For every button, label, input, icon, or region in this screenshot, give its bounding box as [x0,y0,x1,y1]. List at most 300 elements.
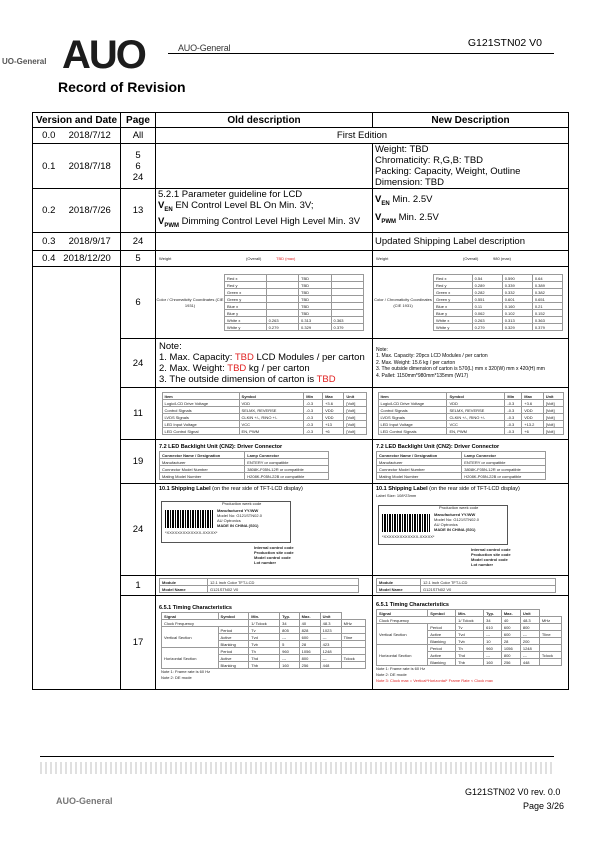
table-cell: Red y [225,282,267,289]
table-cell: Clock Frequency [162,620,249,627]
table-cell [331,282,363,289]
page-cell: All [121,128,156,144]
table-cell: Tclock [341,655,365,662]
table-cell: 0.601 [502,296,532,303]
table-cell: 0.152 [532,310,562,317]
table-cell: Min [505,393,522,400]
table-cell: Item [162,393,239,400]
table-cell: -0.3 [304,400,323,407]
table-cell: 160 [484,659,502,666]
new-cell: Updated Shipping Label description [373,233,569,251]
table-cell: --- [280,634,300,641]
table-cell: 0.379 [331,324,363,331]
table-cell: 0.54 [472,275,502,282]
table-cell: CLKIN +/-, RINO +/- [239,414,304,421]
table-cell: -0.3 [505,407,522,414]
table-cell: Blue x [434,303,473,310]
table-cell: 448 [320,662,341,669]
new-cell [373,484,569,576]
table-cell: 0.332 [502,289,532,296]
table-row [162,393,366,400]
table-cell: 40 [299,620,320,627]
barcode [382,514,430,532]
page-cell: 1 [121,576,156,596]
table-cell: 0.590 [502,275,532,282]
table-cell [266,296,298,303]
table-cell: --- [320,655,341,662]
label-box: Production week code Manufactured YY/WW Model No: G121STN02.0 AU Optronics MADE IN CHINA (S01) *XXXXXXXXXXXXX-XXXXX* [378,505,508,545]
table-cell: Thd [456,652,484,659]
table-cell: 0.379 [532,324,562,331]
table-cell: 0.389 [532,282,562,289]
table-cell: --- [280,655,300,662]
table-cell: VDD [323,407,344,414]
table-cell: 40 [501,617,520,624]
version-cell: 0.3 2018/9/17 [33,233,121,251]
new-cell: 7.2 LED Backlight Unit (CN2): Driver Connector Connector Name / Designation Lamp Connector Manufacturer ENTERY or compatible Connector Model Number 3808K-F05N-12R or compatible Mating Model Number H208K-P05N-22B or compatible [373,440,569,484]
table-cell [331,275,363,282]
table-cell: 1/ Tclock [249,620,280,627]
table-row [162,421,366,428]
table-cell: Tvb [249,641,280,648]
table-cell: Blue y [434,310,473,317]
table-row [33,144,569,189]
table-cell: 0.263 [472,317,502,324]
new-cell [373,388,569,440]
table-cell: Tv [456,624,484,631]
table-cell: Thb [249,662,280,669]
table-cell: -0.3 [505,421,522,428]
table-cell: Max. [299,613,320,620]
table-cell [266,275,298,282]
table-cell: 34 [484,617,502,624]
table-cell: 0.282 [472,289,502,296]
table-row [377,617,562,624]
table-cell: Green x [434,289,473,296]
table-cell: 1248 [320,648,341,655]
table-cell: -0.3 [304,421,323,428]
table-cell: +3.6 [522,400,543,407]
table-cell [539,659,561,666]
page-cell: 24 [121,339,156,388]
version-cell: 0.1 2018/7/18 [33,144,121,189]
table-cell: MHz [341,620,365,627]
table-row [377,645,562,652]
table-cell: VDD [239,400,304,407]
table-cell: LED Input Voltage [378,421,447,428]
table-cell: 1056 [299,648,320,655]
table-cell: 0.102 [502,310,532,317]
table-cell [341,641,365,648]
table-cell [331,310,363,317]
new-cell [373,339,569,388]
new-cell [373,251,569,267]
table-cell: 0.651 [532,296,562,303]
doc-number: G121STN02 V0 [467,37,542,49]
table-cell: -0.3 [505,428,522,435]
table-cell: 960 [484,645,502,652]
old-cell: 5.2.1 Parameter guideline for LCD $V_{EN}$ EN Control Level BL On Min. 3V; $V_{PWM}$ Dimming Control Level High Level Min. 3V [156,189,373,233]
table-cell: --- [520,652,539,659]
table-cell: Logic/LCD Drive Voltage [378,400,447,407]
lvds-table-new [378,392,564,435]
table-cell: Active [218,655,249,662]
new-cell [373,267,569,339]
old-cell [156,144,373,189]
table-cell: Unit [320,613,341,620]
old-cell [156,576,373,596]
table-cell: 28 [501,638,520,645]
table-cell: 610 [484,624,502,631]
table-cell: 256 [299,662,320,669]
table-cell: [Volt] [344,428,366,435]
table-cell: 0.160 [502,303,532,310]
version-cell: 0.4 2018/12/20 [33,251,121,267]
page-cell: 19 [121,440,156,484]
table-cell: LED Control Signals [378,428,447,435]
table-cell: CLKIN +/-, RINO +/- [447,414,505,421]
table-cell [266,289,298,296]
table-cell: Typ. [484,610,502,617]
table-row [434,282,563,289]
old-cell: First Edition [156,128,569,144]
table-cell: 0.329 [502,324,532,331]
table-cell: Unit [520,610,539,617]
packing-note-new: Note: 1. Max. Capacity: 20pcs LCD Modules / per carton 2. Max. Weight: 15.6 kg / per carton 3. The outside dimension of carton is 570(L) mm x 320(W) mm x 420(H) mm 4. Pallet: 1150mm*980mm*135mm (W17) [376,346,545,379]
table-row [225,296,364,303]
header-rule [168,53,554,54]
table-cell: +3.6 [323,400,344,407]
table-cell: 0.382 [532,289,562,296]
old-cell [156,233,373,251]
table-cell: Symbol [428,610,456,617]
table-cell: VDD [522,407,543,414]
packing-note-old: Note: 1. Max. Capacity: TBD LCD Modules / per carton 2. Max. Weight: TBD kg / per carton 3. The outside dimension of carton is TBD [159,341,365,385]
table-cell: Thd [249,655,280,662]
table-cell: Tline [341,634,365,641]
table-cell: Active [218,634,249,641]
table-cell: 0.551 [472,296,502,303]
page-cell: 6 [121,267,156,339]
table-cell: 1/ Tclock [456,617,484,624]
new-cell [373,576,569,596]
table-cell: --- [320,634,341,641]
table-header-row [33,113,569,128]
table-cell: 1023 [320,627,341,634]
table-cell: TBD [299,310,331,317]
table-cell: 828 [299,627,320,634]
col-new: New Description [373,113,569,128]
svg-text:AUO: AUO [62,34,145,72]
table-cell: LED Control Signal [162,428,239,435]
table-cell: LED Input Voltage [162,421,239,428]
table-cell: Blanking [218,662,249,669]
chroma-new: Color / Chromaticity Coordinates (CIE 1931) Red x 0.54 0.590 0.64 Red y 0.289 0.339 0.389 Green x 0.282 0.332 0.382 Green y 0.551 0.601 0.651 Blue x 0.11 0.160 0.21 Blue y 0.062 0.102 0.152 White x 0.263 0.313 0.363 White y 0.279 0.329 0.379 [373,268,568,338]
table-cell: White y [225,324,267,331]
page-header [0,0,595,95]
table-cell: 0.363 [331,317,363,324]
version-cell [33,267,121,690]
table-row [162,428,366,435]
table-cell: Unit [543,393,563,400]
lvds-table-old [162,392,367,435]
old-cell [156,339,373,388]
old-cell [156,251,373,267]
timing-table-old [161,612,366,669]
table-cell [331,303,363,310]
table-cell: VCC [447,421,505,428]
table-cell [539,638,561,645]
table-cell: -0.3 [505,400,522,407]
table-cell: Period [428,645,456,652]
table-cell: -0.3 [304,428,323,435]
table-cell: Max [323,393,344,400]
page-cell: 11 [121,388,156,440]
table-cell: Clock Frequency [377,617,456,624]
table-cell: Min. [456,610,484,617]
table-row [225,303,364,310]
table-cell: Signal [377,610,428,617]
table-cell: Th [456,645,484,652]
table-cell: [Volt] [344,421,366,428]
timing-table-new [376,609,562,666]
table-cell: 0.11 [472,303,502,310]
table-cell: Min [304,393,323,400]
table-cell: White x [434,317,473,324]
table-cell: 1056 [501,645,520,652]
weight-new: Weight (Overall) 980 (max) [376,255,512,261]
table-cell: TBD [299,289,331,296]
table-cell: [Volt] [543,428,563,435]
table-cell: 0.279 [472,324,502,331]
new-cell: 6.5.1 Timing Characteristics Signal Symbol Min. Typ. Max. Unit Clock Frequency 1/ Tclock 34 40 48.3 MHz Vertical Section Period Tv 610 600 800 Active Tvd --- 600 --- Tline Blanking Tvb 10 28 200 Horizontal Section Period Th 960 1056 1248 Active Thd --- 800 --- Tclock Blanking Thb 160 256 448 Note 1: Frame rate is 60 Hz Note 2: DE mode Note 3: Clock max = Vertical*Horizontal* Frame Rate < Clock max [373,596,569,690]
table-cell: TBD [299,275,331,282]
page-cell: 5 6 24 [121,144,156,189]
table-row [378,414,563,421]
table-cell: [Volt] [344,414,366,421]
table-cell: Tv [249,627,280,634]
table-row [434,275,563,282]
table-row [225,289,364,296]
table-cell: LVDS Signals [162,414,239,421]
table-cell: +13.2 [522,421,543,428]
footer-doc-number: G121STN02 V0 rev. 0.0 [465,787,561,797]
table-cell: 256 [501,659,520,666]
table-cell: Active [428,652,456,659]
table-cell: 600 [501,631,520,638]
table-cell: Blanking [428,659,456,666]
table-cell: 423 [320,641,341,648]
table-cell: Tvd [456,631,484,638]
table-cell: Horizontal Section [377,645,428,666]
table-cell: Blue x [225,303,267,310]
table-row [225,310,364,317]
table-cell: Tvd [249,634,280,641]
table-cell [341,662,365,669]
table-cell: 800 [299,655,320,662]
table-cell: Green y [225,296,267,303]
table-cell: [Volt] [543,407,563,414]
table-cell: TBD [299,296,331,303]
table-row [162,627,366,634]
table-cell: +6 [323,428,344,435]
old-cell: 6.5.1 Timing Characteristics Signal Symbol Min. Typ. Max. Unit Clock Frequency 1/ Tclock 34 40 48.3 MHz Vertical Section Period Tv 805 828 1023 Active Tvd --- 600 --- Tline Blanking Tvb 5 28 423 Horizontal Section Period Th 960 1056 1248 Active Thd --- 800 --- Tclock Blanking Thb 160 256 448 Note 1: Frame rate is 60 Hz Note 2: DE mode [156,596,373,690]
table-cell: Thb [456,659,484,666]
label-box: Production week code Manufactured YY/WW Model No: G121STN02.0 AU Optronics MADE IN CHINA (S01) *XXXXXXXXXXXXX-XXXXX* [161,501,291,543]
table-row [33,267,569,339]
table-cell: 0.64 [532,275,562,282]
table-cell: 34 [280,620,300,627]
table-row [377,624,562,631]
footer-dots [40,762,554,774]
table-cell: MHz [539,617,561,624]
table-cell: Control Signals [378,407,447,414]
table-cell: [Volt] [543,400,563,407]
col-old: Old description [156,113,373,128]
table-row [162,620,366,627]
old-cell [156,388,373,440]
table-cell: 0.263 [266,317,298,324]
table-cell: White y [434,324,473,331]
table-cell: Unit [344,393,366,400]
table-cell [266,282,298,289]
table-cell: 0.21 [532,303,562,310]
table-cell: 1248 [520,645,539,652]
table-row [162,648,366,655]
table-cell: Green y [434,296,473,303]
table-cell: [Volt] [543,414,563,421]
table-cell: TBD [299,282,331,289]
table-cell: White x [225,317,267,324]
table-cell: VDD [522,414,543,421]
version-cell: 0.2 2018/7/26 [33,189,121,233]
table-cell: Green x [225,289,267,296]
table-row [434,289,563,296]
table-cell: TBD [299,303,331,310]
table-cell: EN, PWM [239,428,304,435]
table-row [225,317,364,324]
table-cell: 805 [280,627,300,634]
table-cell [331,296,363,303]
auo-logo [60,34,160,72]
table-cell: Symbol [218,613,249,620]
table-cell: Max [522,393,543,400]
table-cell: SELMX, REVERSE [447,407,505,414]
table-cell: --- [484,652,502,659]
table-cell: 448 [520,659,539,666]
table-row [378,393,563,400]
table-cell: 600 [299,634,320,641]
table-cell: Min. [249,613,280,620]
table-row [162,613,366,620]
table-row [225,275,364,282]
table-row [162,414,366,421]
table-cell: -0.3 [505,414,522,421]
table-cell: 0.329 [299,324,331,331]
table-cell: 5 [280,641,300,648]
table-cell: Red x [434,275,473,282]
table-row [378,421,563,428]
col-page: Page [121,113,156,128]
table-cell: --- [484,631,502,638]
table-cell: Period [218,627,249,634]
table-cell: Th [249,648,280,655]
table-row [225,324,364,331]
table-row [162,400,366,407]
table-cell: [Volt] [543,421,563,428]
old-cell [156,484,373,576]
table-cell: -0.3 [304,407,323,414]
table-cell [266,303,298,310]
table-row [225,282,364,289]
table-cell: Tvb [456,638,484,645]
col-version: Version and Date [33,113,121,128]
table-cell: 0.062 [472,310,502,317]
table-cell: Signal [162,613,219,620]
table-cell: Blanking [428,638,456,645]
table-cell: 0.279 [266,324,298,331]
table-cell: VCC [239,421,304,428]
table-cell: +6 [522,428,543,435]
table-cell: Symbol [447,393,505,400]
page-cell: 5 [121,251,156,267]
table-row [33,233,569,251]
table-cell: Blue y [225,310,267,317]
table-cell [539,624,561,631]
watermark-left: UO-General [2,57,47,66]
table-cell: 28 [299,641,320,648]
footer-watermark: AUO-General [56,796,113,806]
new-cell: Weight: TBD Chromaticity: R,G,B: TBD Packing: Capacity, Weight, Outline Dimension: TBD [373,144,569,189]
table-cell: Control Signals [162,407,239,414]
table-cell: -0.3 [304,414,323,421]
page-cell: 17 [121,596,156,690]
table-cell: 0.363 [532,317,562,324]
barcode [165,510,213,528]
page-number: Page 3/26 [523,801,565,811]
old-cell: 7.2 LED Backlight Unit (CN2): Driver Connector Connector Name / Designation Lamp Connector Manufacturer ENTERY or compatible Connector Model Number 3808K-F05N-12R or compatible Mating Model Number H208K-P05N-22B or compatible [156,440,373,484]
revision-table [32,112,569,690]
table-cell: Red x [225,275,267,282]
weight-old: Weight (Overall) TBD (max) [159,255,296,261]
table-cell: SELMX, REVERSE [239,407,304,414]
table-cell: 0.313 [299,317,331,324]
table-cell [331,289,363,296]
table-row [434,324,563,331]
table-cell: 48.3 [320,620,341,627]
table-cell: Tline [539,631,561,638]
table-row [162,407,366,414]
table-cell: 10 [484,638,502,645]
table-cell: 200 [520,638,539,645]
table-row [33,251,569,267]
table-cell: Vertical Section [162,627,219,648]
shipping-label-old: 10.1 Shipping Label (on the rear side of TFT-LCD display) Production week code Manufactured YY/WW Model No: G121STN02.0 AU Optronics MADE IN CHINA (S01) *XXXXXXXXXXXXX-XXXXX* Internal control code Production site code Model control code Lot number [156,485,372,575]
table-row [434,303,563,310]
table-cell: Logic/LCD Drive Voltage [162,400,239,407]
version-cell: 0.0 2018/7/12 [33,128,121,144]
page-cell: 24 [121,233,156,251]
table-cell: Period [218,648,249,655]
page-cell: 13 [121,189,156,233]
table-cell: 960 [280,648,300,655]
table-cell: Vertical Section [377,624,428,645]
watermark-logo: AUO-General [178,43,231,53]
table-row [33,189,569,233]
table-row [434,296,563,303]
module-table-old: Module 12.1 inch Color TFT-LCD Model Name G121STN02 V0 [159,578,359,593]
table-cell: Red y [434,282,473,289]
